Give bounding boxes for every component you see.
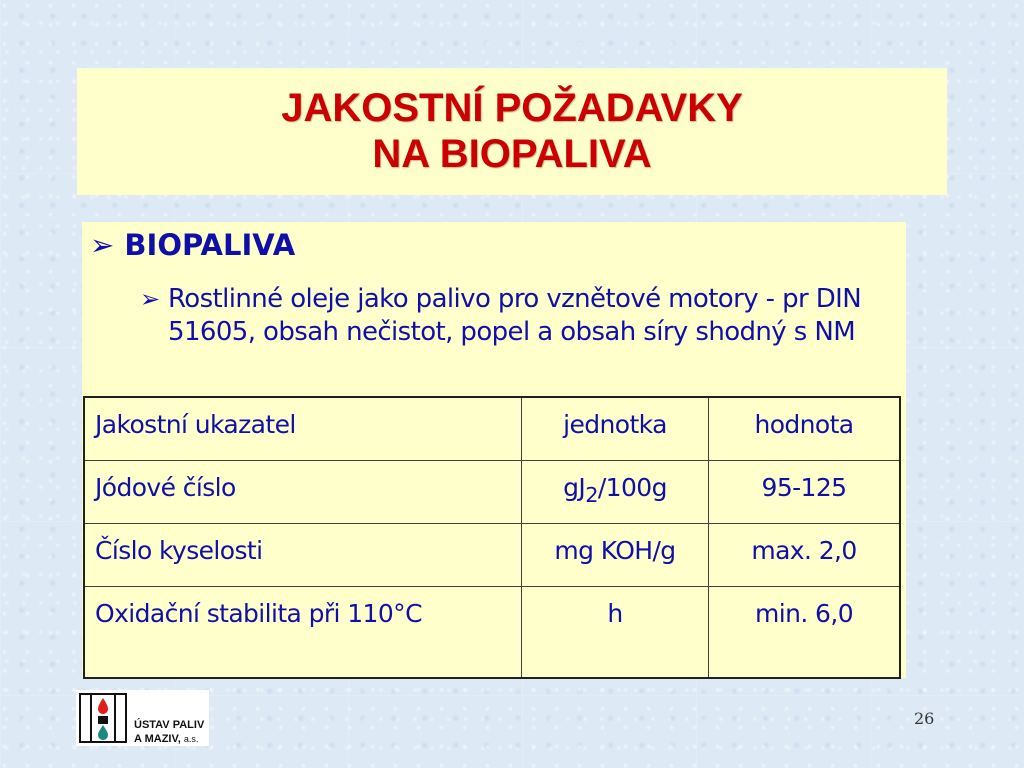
table-row bbox=[84, 524, 900, 587]
title-panel bbox=[77, 68, 947, 195]
row-value-cell: 95-125 bbox=[709, 461, 901, 524]
table-row bbox=[84, 587, 900, 679]
title-line-1: JAKOSTNÍ POŽADAVKY bbox=[281, 86, 743, 130]
company-logo bbox=[76, 690, 209, 746]
unit-tail: /100g bbox=[597, 473, 667, 502]
quality-table bbox=[83, 396, 901, 679]
bullet-arrow-icon: ➢ bbox=[90, 228, 115, 262]
row-value-cell: max. 2,0 bbox=[709, 524, 901, 587]
sub-bullet-text: Rostlinné oleje jako palivo pro vznětové motory - pr DIN 51605, obsah nečistot, popel a obsah síry shodný s NM bbox=[168, 284, 862, 347]
row-unit-cell: mg KOH/g bbox=[522, 524, 709, 587]
page-number: 26 bbox=[914, 709, 935, 728]
title-line-2: NA BIOPALIVA bbox=[372, 132, 652, 176]
header-unit-cell: jednotka bbox=[522, 397, 709, 461]
unit-main: gJ bbox=[563, 473, 586, 502]
main-bullet bbox=[90, 228, 295, 262]
row-name-cell: Jódové číslo bbox=[84, 461, 522, 524]
logo-line-1: ÚSTAV PALIV bbox=[134, 719, 205, 731]
logo-line-2-main: A MAZIV, bbox=[134, 733, 181, 745]
table-row bbox=[84, 461, 900, 524]
logo-mark-icon bbox=[79, 693, 127, 743]
row-unit-cell bbox=[522, 461, 709, 524]
logo-line-2 bbox=[134, 732, 204, 746]
row-value-cell: min. 6,0 bbox=[709, 587, 901, 679]
logo-text bbox=[134, 718, 204, 746]
row-unit-cell: h bbox=[522, 587, 709, 679]
bullet-arrow-icon: ➢ bbox=[140, 285, 161, 313]
logo-flask-drop-icon bbox=[81, 695, 125, 741]
unit-subscript: 2 bbox=[585, 483, 598, 507]
main-bullet-text: BIOPALIVA bbox=[124, 228, 296, 262]
row-name-cell: Číslo kyselosti bbox=[84, 524, 522, 587]
logo-line-2-suffix: a.s. bbox=[183, 734, 199, 744]
header-value-cell: hodnota bbox=[709, 397, 901, 461]
header-name-cell: Jakostní ukazatel bbox=[84, 397, 522, 461]
sub-bullet bbox=[140, 283, 900, 349]
row-name-cell: Oxidační stabilita při 110°C bbox=[84, 587, 522, 679]
table-header-row bbox=[84, 397, 900, 461]
